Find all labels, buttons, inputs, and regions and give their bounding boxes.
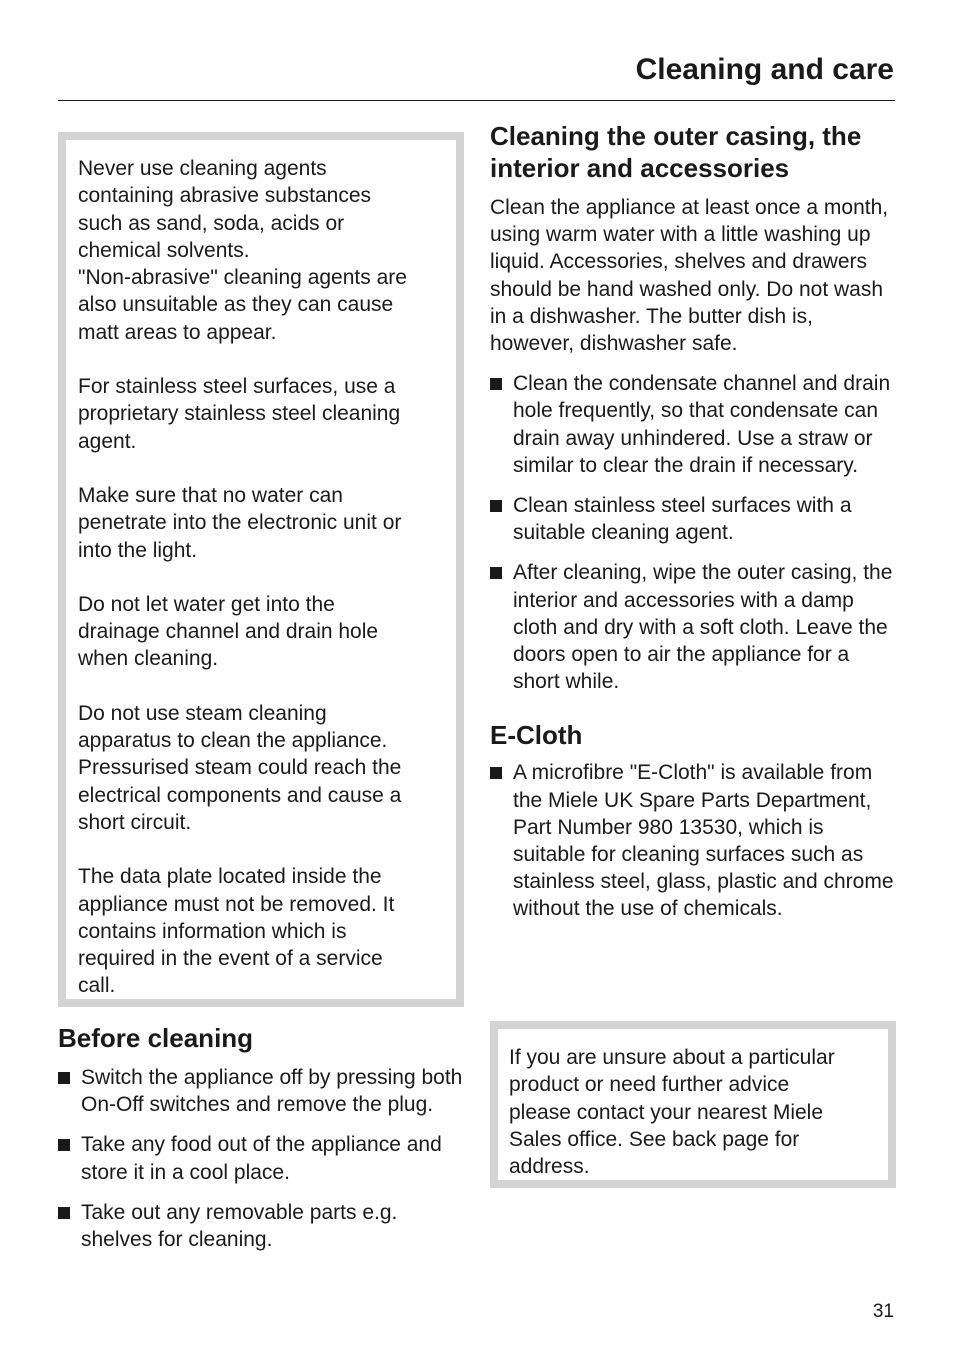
list-item-text: Take out any removable parts e.g. shelves for cleaning. bbox=[81, 1200, 398, 1252]
warning-paragraph: Make sure that no water can penetrate into the electronic unit or into the light. bbox=[78, 483, 402, 562]
warning-paragraph: Do not let water get into the drainage channel and drain hole when cleaning. bbox=[78, 592, 379, 671]
list-item bbox=[490, 370, 896, 479]
list-item bbox=[490, 559, 896, 695]
before-cleaning-heading: Before cleaning bbox=[58, 1023, 254, 1053]
ecloth-list bbox=[490, 759, 896, 922]
outer-casing-intro: Clean the appliance at least once a month, using warm water with a little washing up liquid. Accessories, shelves and drawers should be hand washed only. Do not wash in a dishwasher. The butter dish is, however, dishwasher safe. bbox=[490, 196, 889, 356]
page-number: 31 bbox=[872, 1301, 894, 1322]
outer-casing-heading: Cleaning the outer casing, the interior and accessories bbox=[490, 121, 862, 183]
list-item-text: Switch the appliance off by pressing both On-Off switches and remove the plug. bbox=[81, 1066, 463, 1117]
ecloth-heading: E-Cloth bbox=[490, 720, 583, 751]
warning-paragraph: The data plate located inside the appliance must not be removed. It contains information which is required in the event of a service call. bbox=[78, 865, 395, 998]
before-cleaning-section bbox=[58, 1022, 468, 1253]
outer-casing-list bbox=[490, 370, 896, 695]
advice-box bbox=[490, 1021, 896, 1188]
warning-paragraph: Never use cleaning agents containing abrasive substances such as sand, soda, acids or chemical solvents. "Non-abrasive" cleaning agents are also unsuitable as they can cause matt areas to appear. bbox=[78, 157, 407, 344]
list-item bbox=[58, 1064, 468, 1118]
list-item bbox=[490, 492, 896, 546]
square-bullet-icon bbox=[58, 1207, 70, 1219]
square-bullet-icon bbox=[490, 767, 502, 779]
list-item-text: After cleaning, wipe the outer casing, the interior and accessories with a damp cloth and dry with a soft cloth. Leave the doors open to air the appliance for a short while. bbox=[513, 561, 893, 694]
list-item bbox=[58, 1131, 468, 1185]
header-divider bbox=[58, 100, 895, 101]
square-bullet-icon bbox=[58, 1139, 70, 1151]
square-bullet-icon bbox=[490, 500, 502, 512]
list-item-text: Clean the condensate channel and drain hole frequently, so that condensate can drain away unhindered. Use a straw or similar to clear the drain if necessary. bbox=[513, 372, 891, 477]
page-title: Cleaning and care bbox=[635, 53, 894, 86]
list-item bbox=[490, 759, 896, 922]
warning-box bbox=[58, 132, 464, 1007]
warning-paragraph: Do not use steam cleaning apparatus to clean the appliance. Pressurised steam could reach the electrical components and cause a short circuit. bbox=[78, 701, 402, 834]
square-bullet-icon bbox=[490, 378, 502, 390]
square-bullet-icon bbox=[58, 1072, 70, 1084]
warning-paragraph: For stainless steel surfaces, use a proprietary stainless steel cleaning agent. bbox=[78, 375, 401, 453]
outer-casing-section bbox=[490, 120, 896, 923]
square-bullet-icon bbox=[490, 567, 502, 579]
list-item bbox=[58, 1199, 468, 1253]
list-item-text: A microfibre "E-Cloth" is available from the Miele UK Spare Parts Department, Part Number 980 13530, which is suitable for cleaning surfaces such as stainless steel, glass, plastic and chrome without the use of chemicals. bbox=[513, 761, 894, 921]
list-item-text: Take any food out of the appliance and store it in a cool place. bbox=[81, 1133, 442, 1184]
list-item-text: Clean stainless steel surfaces with a suitable cleaning agent. bbox=[513, 494, 852, 545]
before-cleaning-list bbox=[58, 1064, 468, 1253]
advice-text: If you are unsure about a particular product or need further advice please contact your nearest Miele Sales office. See back page for address. bbox=[509, 1046, 835, 1179]
